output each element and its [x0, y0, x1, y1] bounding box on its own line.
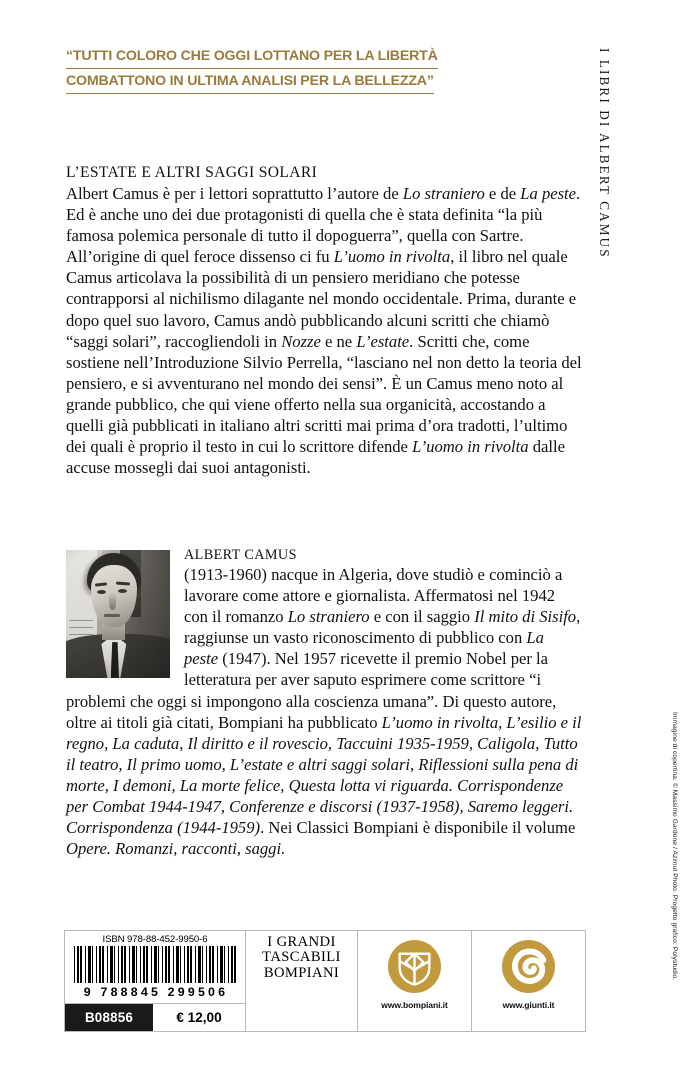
- imprint-block: [245, 931, 357, 1031]
- blurb-paragraph: Albert Camus è per i lettori soprattutto l’autore de Lo straniero e de La peste. Ed è anche uno dei due protagonisti di quella che è stata definita “la più famosa polemica personale di tutto il dopoguerra”, quella con Sartre. All’origine di quel feroce dissenso ci fu L’uomo in rivolta, il libro nel quale Camus articolava la possibilità di un pensiero meridiano che potesse contrapporsi al nichilismo dilagante nel mondo occidentale. Prima, durante e dopo quel suo lavoro, Camus andò pubblicando alcuni scritti che chiamò “saggi solari”, raccogliendoli in Nozze e ne L’estate. Scritti che, come sostiene nell’Introduzione Silvio Perrella, “lasciano nel non detto la teoria del pensiero, e si avventurano nel mondo dei sensi”. È un Camus meno noto al grande pubblico, che qui viene offerto nella sua organicità, accostando a quelli già pubblicati in italiano altri scritti mai prima d’ora tradotti, l’ultimo dei quali è proprio il testo in cui lo scrittore difende L’uomo in rivolta dalle accuse mossegli dai suoi antagonisti.: [66, 184, 582, 478]
- pull-quote: [66, 46, 486, 94]
- imprint-line-3: BOMPIANI: [263, 964, 340, 981]
- imprint-line-1: I GRANDI: [267, 934, 336, 950]
- barcode-block: [65, 931, 245, 1031]
- bompiani-shield-icon: [388, 940, 441, 993]
- price-value: € 12,00: [176, 1010, 222, 1026]
- imprint-line-2: TASCABILI: [262, 949, 341, 966]
- giunti-url[interactable]: www.giunti.it: [502, 1000, 555, 1010]
- product-code: B08856: [65, 1004, 153, 1031]
- bompiani-url[interactable]: www.bompiani.it: [381, 1000, 448, 1010]
- giunti-spiral-g-icon: [502, 940, 555, 993]
- book-blurb: [66, 163, 582, 478]
- barcode-bars: [74, 946, 236, 983]
- author-name: ALBERT CAMUS: [184, 547, 297, 563]
- pull-quote-line-1: “TUTTI COLORO CHE OGGI LOTTANO PER LA LIBERTÀ: [66, 46, 438, 69]
- author-portrait-photo: [66, 550, 170, 678]
- price-row: [65, 1003, 245, 1031]
- barcode-digits: 9 788845 299506: [83, 985, 229, 1000]
- bompiani-logo-block[interactable]: [357, 931, 471, 1031]
- author-bio: [66, 546, 582, 859]
- bottom-info-strip: [64, 930, 586, 1032]
- imprint-name: [262, 935, 341, 981]
- isbn-text: ISBN 978-88-452-9950-6: [102, 934, 208, 945]
- giunti-logo-block[interactable]: [471, 931, 585, 1031]
- portrait-vignette: [66, 550, 170, 678]
- series-label: I LIBRI DI ALBERT CAMUS: [597, 48, 612, 259]
- author-bio-paragraph: (1913-1960) nacque in Algeria, dove studiò e cominciò a lavorare come attore e giornalista. Affermatosi nel 1942 con il romanzo Lo straniero e con il saggio Il mito di Sisifo, raggiunse un vasto riconoscimento di pubblico con La peste (1947). Nel 1957 ricevette il premio Nobel per la letteratura per aver saputo esprimere come scrittore “i problemi che oggi si impongono alla coscienza umana”. Di questo autore, oltre ai titoli già citati, Bompiani ha pubblicato L’uomo in rivolta, L’esilio e il regno, La caduta, Il diritto e il rovescio, Taccuini 1935-1959, Caligola, Tutto il teatro, Il primo uomo, L’estate e altri saggi solari, Riflessioni sulla pena di morte, I demoni, La morte felice, Questa lotta vi riguarda. Corrispondenze per Combat 1944-1947, Conferenze e discorsi (1937-1958), Saremo leggeri. Corrispondenza (1944-1959). Nei Classici Bompiani è disponibile il volume Opere. Romanzi, racconti, saggi.: [66, 565, 582, 859]
- pull-quote-line-2: COMBATTONO IN ULTIMA ANALISI PER LA BELLEZZA”: [66, 71, 434, 94]
- book-title: L’ESTATE E ALTRI SAGGI SOLARI: [66, 164, 318, 181]
- cover-credits: Immagine di copertina: © Massimo Gardone / Azimut Photo. Progetto grafico: Polystudio.: [671, 712, 678, 981]
